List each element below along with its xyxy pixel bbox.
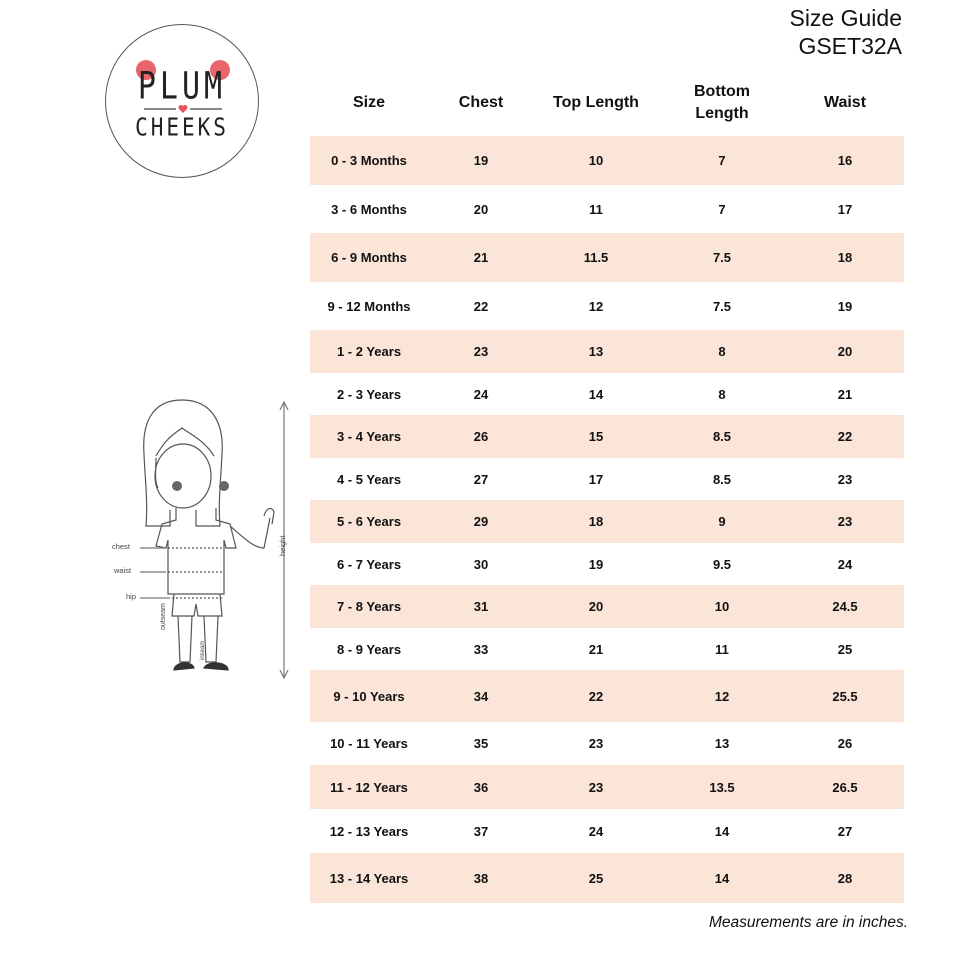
cell-chest: 29: [473, 514, 489, 529]
col-header-bottom-length: Bottom Length: [694, 83, 750, 122]
cell-waist: 28: [837, 870, 853, 886]
cell-chest: 35: [473, 736, 489, 751]
cell-top-length: 14: [588, 386, 604, 402]
cell-top-length: 10: [588, 153, 604, 168]
cell-chest: 27: [473, 471, 489, 487]
cell-waist: 25.5: [832, 688, 858, 704]
cell-top-length: 23: [588, 779, 604, 795]
label-height: height: [278, 535, 287, 556]
cell-size: 7 - 8 Years: [336, 599, 402, 614]
cell-top-length: 21: [588, 641, 604, 657]
cell-top-length: 13: [588, 344, 604, 359]
table-row: [310, 233, 904, 282]
cell-chest: 22: [473, 298, 489, 314]
measurement-figure: [104, 398, 304, 693]
units-note: Measurements are in inches.: [708, 914, 908, 931]
cell-waist: 21: [837, 386, 853, 402]
cell-top-length: 19: [588, 556, 604, 572]
label-chest: chest: [112, 542, 130, 551]
eye-left: [172, 481, 182, 491]
cell-waist: 24: [837, 556, 853, 572]
cell-waist: 18: [837, 250, 853, 265]
cell-size: 6 - 9 Months: [331, 250, 407, 265]
eye-right: [219, 481, 229, 491]
cell-bottom-length: 11: [715, 641, 729, 657]
col-header-size: Size: [352, 94, 385, 111]
cell-bottom-length: 7.5: [712, 250, 732, 265]
label-waist: waist: [114, 566, 132, 575]
cell-chest: 38: [473, 870, 489, 886]
cell-chest: 24: [473, 386, 489, 402]
cell-bottom-length: 7: [718, 201, 726, 217]
label-inseam: inseam: [200, 640, 206, 660]
table-row: [310, 722, 904, 765]
cell-waist: 26.5: [832, 779, 858, 795]
cell-bottom-length: 10: [714, 599, 730, 614]
cell-chest: 21: [473, 250, 489, 265]
cell-size: 0 - 3 Months: [331, 153, 407, 168]
cell-chest: 37: [473, 823, 489, 839]
cell-bottom-length: 8.5: [712, 429, 732, 444]
table-row: [310, 853, 904, 903]
cell-waist: 20: [837, 344, 853, 359]
cell-top-length: 11.5: [583, 250, 609, 265]
table-row: [310, 330, 904, 373]
label-outseam: outseam: [160, 603, 167, 630]
table-row: [310, 458, 904, 500]
label-hip: hip: [126, 592, 137, 601]
cell-bottom-length: 12: [714, 688, 730, 704]
brand-logo: [105, 24, 259, 178]
cell-size: 10 - 11 Years: [330, 736, 408, 751]
cell-chest: 20: [473, 201, 489, 217]
cell-chest: 34: [473, 688, 489, 704]
table-row: [310, 585, 904, 628]
cell-waist: 23: [837, 514, 853, 529]
cell-bottom-length: 8.5: [712, 471, 732, 487]
cell-size: 13 - 14 Years: [329, 870, 409, 886]
col-header-chest: Chest: [458, 94, 504, 111]
cell-size: 3 - 6 Months: [331, 201, 407, 217]
cell-bottom-length: 14: [714, 870, 730, 886]
cell-size: 9 - 10 Years: [333, 688, 405, 704]
table-row: [310, 282, 904, 330]
table-row: [310, 765, 904, 809]
cell-top-length: 12: [588, 298, 604, 314]
guide-title: Size Guide: [789, 5, 902, 31]
cell-bottom-length: 13.5: [709, 779, 735, 795]
table-row: [310, 809, 904, 853]
cell-top-length: 15: [588, 429, 604, 444]
cell-size: 4 - 5 Years: [336, 471, 402, 487]
col-header-waist: Waist: [823, 94, 867, 111]
cell-bottom-length: 9.5: [712, 556, 732, 572]
cell-waist: 17: [837, 201, 853, 217]
cell-chest: 23: [473, 344, 489, 359]
cell-size: 9 - 12 Months: [327, 298, 411, 314]
cell-top-length: 24: [588, 823, 604, 839]
col-header-top-length: Top Length: [553, 94, 639, 111]
cell-bottom-length: 13: [714, 736, 730, 751]
cell-chest: 19: [473, 153, 489, 168]
cell-waist: 23: [837, 471, 853, 487]
cell-size: 1 - 2 Years: [336, 344, 402, 359]
cell-waist: 27: [837, 823, 853, 839]
cell-bottom-length: 9: [718, 514, 726, 529]
cell-top-length: 25: [588, 870, 604, 886]
product-code: GSET32A: [798, 33, 902, 59]
table-row: [310, 185, 904, 233]
table-row: [310, 670, 904, 722]
cell-size: 11 - 12 Years: [330, 779, 408, 795]
size-guide-header: [789, 4, 902, 60]
cell-waist: 26: [837, 736, 853, 751]
cell-size: 3 - 4 Years: [336, 429, 402, 444]
cell-size: 2 - 3 Years: [336, 386, 402, 402]
cell-size: 6 - 7 Years: [336, 556, 402, 572]
table-row: [310, 415, 904, 458]
cell-top-length: 23: [588, 736, 604, 751]
cell-top-length: 11: [589, 201, 603, 217]
cell-top-length: 18: [588, 514, 604, 529]
cell-chest: 30: [473, 556, 489, 572]
cell-top-length: 17: [588, 471, 604, 487]
cell-size: 8 - 9 Years: [336, 641, 402, 657]
cell-bottom-length: 8: [718, 386, 726, 402]
table-row: [310, 500, 904, 543]
cell-bottom-length: 8: [718, 344, 726, 359]
table-row: [310, 373, 904, 415]
logo-text-plum: PLUM: [137, 64, 227, 109]
table-row: [310, 628, 904, 670]
table-body: [310, 136, 904, 903]
cell-chest: 33: [473, 641, 489, 657]
size-table: [310, 70, 904, 903]
table-row: [310, 543, 904, 585]
cell-waist: 25: [837, 641, 853, 657]
cell-waist: 22: [837, 429, 853, 444]
table-header: [310, 70, 904, 136]
cell-size: 12 - 13 Years: [329, 823, 409, 839]
cell-chest: 31: [473, 599, 489, 614]
raised-arm: [230, 518, 270, 548]
cell-top-length: 20: [588, 599, 604, 614]
cell-chest: 26: [473, 429, 489, 444]
cell-bottom-length: 7.5: [712, 298, 732, 314]
cell-waist: 19: [837, 298, 853, 314]
cell-bottom-length: 7: [718, 153, 726, 168]
cell-size: 5 - 6 Years: [336, 514, 402, 529]
cell-top-length: 22: [588, 688, 604, 704]
cell-chest: 36: [473, 779, 489, 795]
table-row: [310, 136, 904, 185]
cell-waist: 24.5: [832, 599, 858, 614]
logo-text-cheeks: CHEEKS: [135, 112, 229, 142]
cell-waist: 16: [837, 153, 853, 168]
cell-bottom-length: 14: [714, 823, 730, 839]
